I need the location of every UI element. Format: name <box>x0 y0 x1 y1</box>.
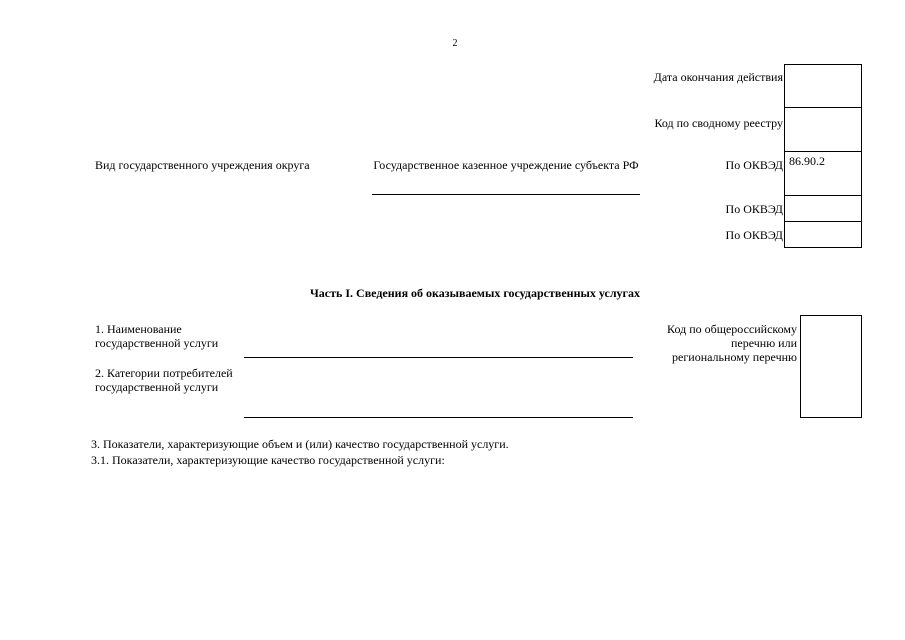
okved-cell-2[interactable] <box>784 195 862 222</box>
okved-cell-1[interactable] <box>784 151 862 196</box>
okved-label-3: По ОКВЭД <box>725 228 783 242</box>
service-name-underline <box>244 357 633 358</box>
okved-label-2: По ОКВЭД <box>725 202 783 216</box>
part1-title: Часть I. Сведения об оказываемых государственных услугах <box>309 286 641 300</box>
registry-code-label: Код по сводному реестру <box>654 116 783 130</box>
consumers-underline <box>244 417 633 418</box>
okved-cell-3[interactable] <box>784 221 862 248</box>
indicators-text: 3. Показатели, характеризующие объем и (или) качество государственной услуги. <box>91 437 509 451</box>
end-date-cell[interactable] <box>784 64 862 108</box>
end-date-label: Дата окончания действия <box>653 70 783 84</box>
list-code-label: Код по общероссийскому перечню или региональному перечню <box>667 322 797 364</box>
registry-code-cell[interactable] <box>784 107 862 152</box>
okved-value-1: 86.90.2 <box>789 154 825 168</box>
okved-label-1: По ОКВЭД <box>725 158 783 172</box>
institution-type-value: Государственное казенное учреждение субъекта РФ <box>373 158 639 172</box>
institution-type-underline <box>372 194 640 195</box>
institution-type-label: Вид государственного учреждения округа <box>95 158 310 172</box>
page-number: 2 <box>452 38 458 49</box>
list-code-cell[interactable] <box>800 315 862 418</box>
consumers-label: 2. Категории потребителей государственной услуги <box>95 366 233 394</box>
quality-indicators-text: 3.1. Показатели, характеризующие качество государственной услуги: <box>91 453 445 467</box>
service-name-label: 1. Наименование государственной услуги <box>95 322 219 350</box>
